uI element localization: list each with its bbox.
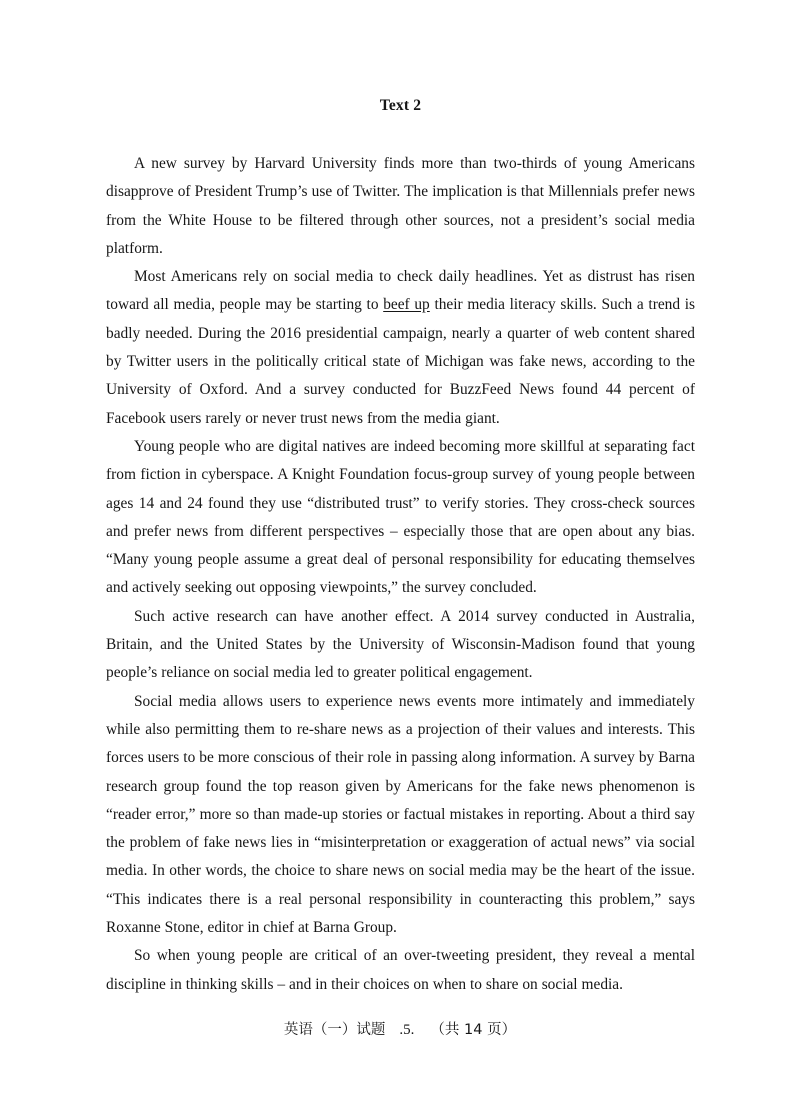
paragraph-6: So when young people are critical of an over-tweeting president, they reveal a mental discipline in thinking skills – and in their choices on when to share on social media. bbox=[106, 947, 695, 993]
footer-total-pages: （共 14 页） bbox=[430, 1022, 517, 1038]
footer-page-number: .5. bbox=[399, 1022, 415, 1038]
paragraph-2-text-after-underline: their media literacy skills. Such a trend is badly needed. During the 2016 presidential campaign, nearly a quarter of web content shared by Twitter users in the politically critical state of Michigan was fake news, according to the University of Oxford. And a survey conducted for BuzzFeed News found 44 percent of Facebook users rarely or never trust news from the media giant. bbox=[106, 296, 696, 427]
paragraph-2-text-before-underline: Most Americans rely on social media to check daily headlines. Yet as distrust has risen toward all media, people may be starting to bbox=[106, 268, 695, 314]
paragraph-4: Such active research can have another effect. A 2014 survey conducted in Australia, Britain, and the United States by the University of Wisconsin-Madison found that young people’s reliance on social media led to greater political engagement. bbox=[106, 607, 695, 682]
underlined-phrase-beef-up: beef up bbox=[383, 296, 430, 314]
paragraph-5: Social media allows users to experience news events more intimately and immediately while also permitting them to re-share news as a projection of their values and interests. This forces users to be more conscious of their role in passing along information. A survey by Barna research group found the top reason given by Americans for the fake news phenomenon is “reader error,” more so than made-up stories or factual mistakes in reporting. About a third say the problem of fake news lies in “misinterpretation or exaggeration of actual news” via social media. In other words, the choice to share news on social media may be the heart of the issue. “This indicates there is a real personal responsibility in counteracting this problem,” says Roxanne Stone, editor in chief at Barna Group. bbox=[106, 692, 695, 937]
footer-subject-label: 英语（一）试题 bbox=[283, 1022, 386, 1038]
document-body bbox=[106, 96, 695, 999]
paragraph-1: A new survey by Harvard University finds more than two-thirds of young Americans disapprove of President Trump’s use of Twitter. The implication is that Millennials prefer news from the White House to be filtered through other sources, not a president’s social media platform. bbox=[106, 155, 695, 257]
paragraph-3: Young people who are digital natives are indeed becoming more skillful at separating fact from fiction in cyberspace. A Knight Foundation focus-group survey of young people between ages 14 and 24 found they use “distributed trust” to verify stories. They cross-check sources and prefer news from different perspectives – especially those that are open about any bias. “Many young people assume a great deal of personal responsibility for educating themselves and actively seeking out opposing viewpoints,” the survey concluded. bbox=[106, 437, 695, 597]
section-heading-text-2: Text 2 bbox=[379, 97, 422, 114]
paragraph-2 bbox=[106, 263, 695, 433]
page-footer bbox=[0, 1018, 800, 1042]
